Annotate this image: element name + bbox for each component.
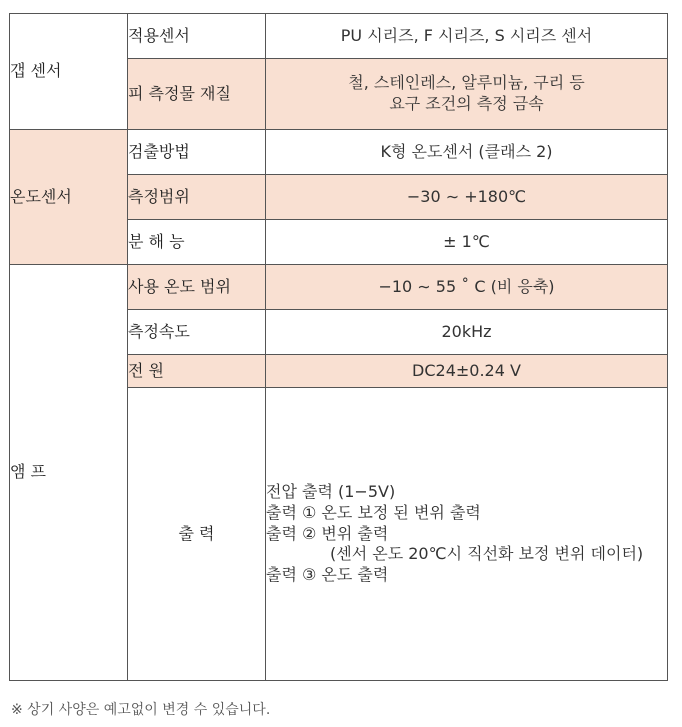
item-applied-sensor: 적용센서 [128, 14, 266, 59]
footnote: ※ 상기 사양은 예고없이 변경 수 있습니다. [11, 702, 271, 718]
item-measure-speed: 측정속도 [128, 310, 266, 355]
output-line: (센서 온도 20℃시 직선화 보정 변위 데이터) [330, 544, 644, 564]
item-operating-temp: 사용 온도 범위 [128, 265, 266, 310]
group-temp-sensor: 온도센서 [10, 130, 128, 265]
item-measure-range: 측정범위 [128, 175, 266, 220]
value-measure-speed: 20kHz [266, 310, 668, 355]
table-row [10, 130, 668, 175]
group-gap-sensor: 갭 센서 [10, 14, 128, 130]
output-line: 출력 ③ 온도 출력 [266, 565, 389, 585]
group-amp: 앰 프 [10, 265, 128, 681]
spec-table [9, 13, 668, 681]
value-resolution: ± 1℃ [266, 220, 668, 265]
value-target-material [266, 59, 668, 130]
table-row [10, 265, 668, 310]
value-operating-temp: −10 ∼ 55 ˚ C (비 응축) [266, 265, 668, 310]
value-line: 철, 스테인레스, 알루미늄, 구리 등 [348, 73, 585, 93]
value-applied-sensor: PU 시리즈, F 시리즈, S 시리즈 센서 [266, 14, 668, 59]
item-detection-method: 검출방법 [128, 130, 266, 175]
value-output [266, 388, 668, 681]
item-power: 전 원 [128, 355, 266, 388]
value-line: 요구 조건의 측정 금속 [389, 94, 544, 113]
table-row [10, 14, 668, 59]
value-power: DC24±0.24 V [266, 355, 668, 388]
item-target-material: 피 측정물 재질 [128, 59, 266, 130]
output-line: 출력 ② 변위 출력 [266, 523, 389, 543]
item-resolution: 분 해 능 [128, 220, 266, 265]
value-measure-range: −30 ∼ +180℃ [266, 175, 668, 220]
value-detection-method: K형 온도센서 (클래스 2) [266, 130, 668, 175]
output-line: 전압 출력 (1−5V) [266, 482, 396, 501]
output-line: 출력 ① 온도 보정 된 변위 출력 [266, 502, 481, 522]
item-output: 출 력 [128, 388, 266, 681]
